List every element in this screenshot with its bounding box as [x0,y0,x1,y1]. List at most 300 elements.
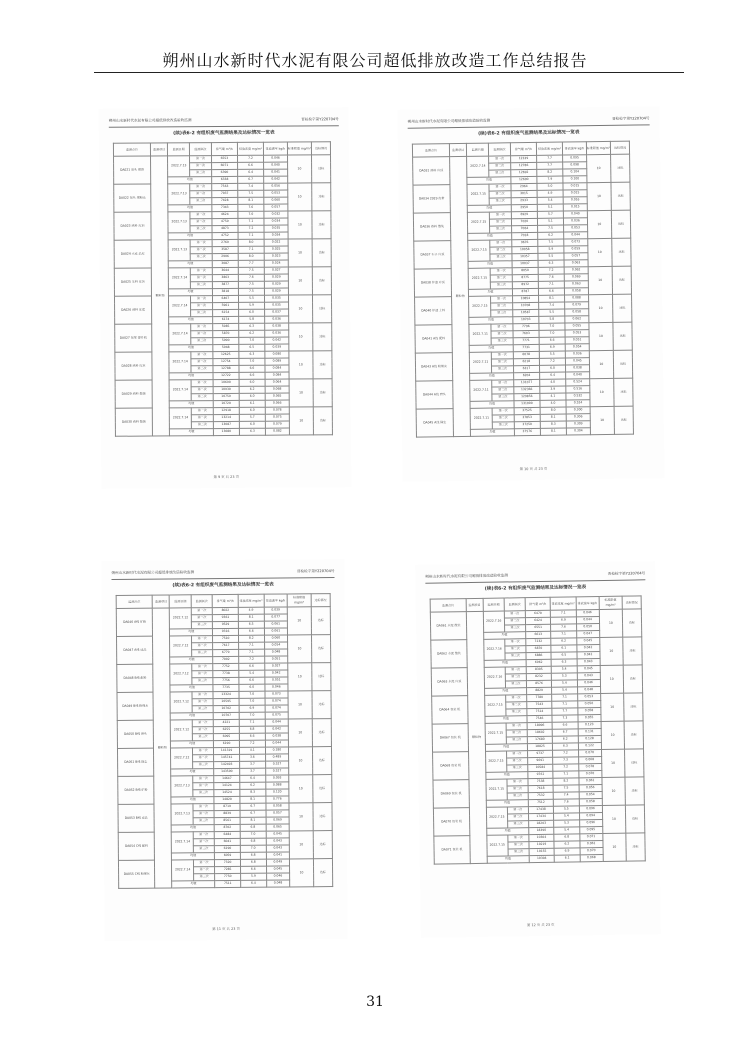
value-cell: 18825 [527,743,552,750]
value-cell: 0.088 [565,295,589,302]
value-cell: 7.1 [551,631,576,638]
site-cell: DA047 A线 成品 [117,636,154,664]
value-cell: 0.054 [579,792,602,799]
value-cell: 0.048 [264,649,288,656]
frequency-cell: 第三次 [193,790,214,797]
result-cell: 达标 [611,182,631,210]
average-label: 均值 [468,261,512,269]
value-cell: 0.015 [563,204,587,211]
frequency-cell: 第二次 [191,415,213,422]
value-cell: 8576 [526,680,551,687]
value-cell: 0.029 [264,274,288,281]
result-cell: 达标 [612,294,632,322]
value-cell: 0.032 [264,211,288,218]
value-cell: 7.2 [239,656,265,663]
average-label: 均值 [470,373,514,381]
value-cell: 3087 [212,260,238,267]
value-cell: 0.096 [579,819,602,826]
frequency-cell: 第三次 [491,338,513,345]
result-cell: 达标 [312,239,332,267]
frequency-cell: 第二次 [191,643,212,650]
value-cell: 8775 [512,274,538,281]
frequency-cell: 第三次 [489,198,511,205]
value-cell: 7.1 [238,232,264,239]
value-cell: 3.7 [240,761,266,768]
scanned-company: 朔州山水新时代水泥有限公司超低排放改造验收监测 [407,118,491,124]
value-cell: 4.1 [540,393,566,400]
average-label: 均值 [467,177,511,185]
value-cell: 12788 [213,365,239,372]
value-cell: 6.4 [238,169,264,176]
limit-cell: 10 [288,635,312,663]
value-cell: 143590 [214,768,240,775]
value-cell: 8.1 [238,197,264,204]
frequency-cell: 第二次 [505,674,526,681]
column-header: 监测日期 [467,143,489,156]
frequency-cell: 第三次 [492,366,514,373]
value-cell: 6.2 [551,638,576,645]
frequency-cell: 第二次 [492,387,514,394]
value-cell: 12339 [510,155,536,162]
value-cell: 5.9 [241,873,267,880]
value-cell: 7.2 [237,155,263,162]
frequency-cell: 第二次 [193,811,214,818]
value-cell: 8719 [214,803,240,810]
average-label: 均值 [485,744,527,752]
value-cell: 5.1 [537,204,563,211]
value-cell: 7.5 [537,225,563,232]
value-cell: 7064 [511,225,537,232]
value-cell: 6.6 [539,337,565,344]
value-cell: 7.6 [554,799,579,806]
column-header: 监测项目 [150,143,167,156]
value-cell: 14124 [214,782,240,789]
value-cell: 6424 [525,617,550,624]
value-cell: 7510 [213,635,239,642]
value-cell: 5.5 [238,295,264,302]
value-cell: 8.3 [540,421,566,428]
result-cell: 达标 [313,323,333,351]
value-cell: 0.066 [265,400,289,407]
column-header: 监测点位 [113,143,150,156]
value-cell: 12722 [213,372,239,379]
average-label: 均值 [171,769,214,776]
frequency-cell: 第二次 [506,758,527,765]
result-cell: 达标 [624,749,643,777]
limit-cell: 10 [587,182,611,210]
frequency-cell: 第三次 [492,422,514,429]
value-cell: 6154 [212,309,238,316]
value-cell: 6886 [526,652,551,659]
column-header: 监测频次 [190,143,212,156]
value-cell: 0.098 [563,162,587,169]
site-cell: DA021 窑头 煤磨 [114,156,151,184]
scanned-table-title: (续)表6-2 有组织废气监测结果及达标情况一览表 [173,130,275,137]
result-cell: 达标 [611,210,631,238]
column-header: 排放浓度 mg/m³ [536,142,562,155]
value-cell: 0.070 [580,847,603,854]
limit-cell: 10 [602,805,626,833]
site-cell: DA050 B线 磨头 [117,720,154,748]
value-cell: 7.6 [538,274,564,281]
value-cell: 0.034 [264,218,288,225]
value-cell: 0.056 [577,701,600,708]
result-cell: 达标 [312,183,332,211]
value-cell: 7780 [527,694,552,701]
value-cell: 9761 [528,771,553,778]
result-cell: 达标 [623,637,642,665]
frequency-cell: 第二次 [192,727,213,734]
average-label: 均值 [169,261,213,268]
value-cell: 3587 [212,246,238,253]
limit-cell: 10 [288,295,312,323]
value-cell: 0.084 [265,365,289,372]
scanned-table-title: (续)表6-2 有组织废气监测结果及达标情况一览表 [478,130,580,137]
frequency-cell: 第三次 [191,622,212,629]
value-cell: 10304 [529,834,554,841]
frequency-cell: 第三次 [506,709,527,716]
value-cell: 0.056 [264,183,288,190]
date-cell: 2022.7.14 [169,324,191,345]
value-cell: 0.053 [565,330,589,337]
limit-cell: 10 [589,322,613,350]
limit-cell: 10 [600,665,624,693]
value-cell: 10759 [213,393,239,400]
limit-cell: 10 [599,637,623,665]
value-cell: 0.073 [265,691,289,698]
column-header: 监测频次 [488,143,510,156]
value-cell: 0.082 [265,428,289,435]
value-cell: 0.036 [565,351,589,358]
date-cell: 2022.7.14 [467,156,489,177]
limit-cell: 10 [601,721,625,749]
average-label: 均值 [485,716,527,724]
value-cell: 0.061 [264,628,288,635]
frequency-cell: 第一次 [489,184,511,191]
value-cell: 0.065 [265,393,289,400]
average-label: 均值 [469,317,513,325]
value-cell: 6190 [214,740,240,747]
column-header: 排放浓度 mg/m³ [238,594,264,607]
column-header: 监测日期 [170,595,192,608]
frequency-cell: 第一次 [190,268,212,275]
limit-cell: 10 [588,238,612,266]
value-cell: 7320 [215,859,241,866]
value-cell: 3015 [511,190,537,197]
value-cell: 0.071 [579,833,602,840]
site-cell: DA029 熟料 散装 [115,380,152,408]
value-cell: 13324 [213,691,239,698]
site-cell: DA054 C线 配料 [118,832,155,860]
value-cell: 6.8 [240,824,266,831]
date-cell: 2022.7.13 [168,240,190,261]
column-header: 排放速率 kg/h [562,142,586,155]
result-cell: 达标 [312,267,332,295]
value-cell: 10155 [529,848,554,855]
value-cell: 6.5 [238,621,264,628]
site-cell: DA071 包装 机 [434,836,470,865]
value-cell: 0.100 [563,176,587,183]
value-cell: 0.080 [265,351,289,358]
value-cell: 6929 [511,211,537,218]
value-cell: 12918 [213,407,239,414]
site-cell: DA069 包装 机 [433,780,469,809]
date-cell: 2022.7.13 [168,212,190,233]
value-cell: 0.027 [264,663,288,670]
site-cell: DA048 B线 配料 [117,664,154,692]
result-cell: 达标 [313,831,333,859]
frequency-cell: 第一次 [191,636,212,643]
value-cell: 0.054 [565,344,589,351]
site-cell: DA045 A线 除尘 [416,409,453,438]
value-cell: 9361 [213,614,239,621]
frequency-cell: 第一次 [192,664,213,671]
limit-cell: 10 [290,859,314,887]
limit-cell: 10 [288,211,312,239]
value-cell: 6.2 [240,782,266,789]
value-cell: 3644 [212,267,238,274]
value-cell: 0.058 [579,799,602,806]
value-cell: 0.043 [577,659,600,666]
value-cell: 0.045 [577,666,600,673]
limit-cell: 10 [586,154,610,182]
date-cell: 2022.7.14 [170,408,192,429]
frequency-cell: 第二次 [506,702,527,709]
value-cell: 129856 [514,393,540,400]
result-cell: 达标 [313,351,333,379]
value-cell: 10219 [529,841,554,848]
value-cell: 7.2 [538,267,564,274]
value-cell: 5.8 [239,316,265,323]
value-cell: 0.516 [566,386,590,393]
average-label: 均值 [170,657,213,664]
page-number: 31 [366,994,384,1010]
value-cell: 6.6 [237,162,263,169]
value-cell: 0.527 [265,768,289,775]
frequency-cell: 第三次 [190,198,212,205]
value-cell: 0.042 [265,726,289,733]
value-cell: 10037 [512,260,538,267]
value-cell: 7.5 [538,239,564,246]
value-cell: 7.5 [238,267,264,274]
value-cell: 142493 [214,761,240,768]
value-cell: 141319 [214,747,240,754]
value-cell: 6.8 [240,859,266,866]
value-cell: 18203 [529,820,554,827]
value-cell: 6218 [513,358,539,365]
value-cell: 0.061 [579,840,602,847]
value-cell: 7512 [528,799,553,806]
frequency-cell: 第三次 [191,394,213,401]
limit-cell: 10 [288,267,312,295]
date-cell: 2022.7.16 [483,611,504,632]
frequency-cell: 第二次 [490,247,512,254]
column-header: 监测日期 [168,143,190,156]
value-cell: 7.0 [539,323,565,330]
value-cell: 5.4 [554,813,579,820]
value-cell: 0.058 [577,708,600,715]
average-label: 均值 [470,345,514,353]
value-cell: 0.042 [265,337,289,344]
value-cell: 0.088 [265,782,289,789]
frequency-cell: 第二次 [505,646,526,653]
frequency-cell: 第一次 [190,184,212,191]
value-cell: 6.2 [554,841,579,848]
value-cell: 132366 [514,386,540,393]
value-cell: 6059 [215,852,241,859]
value-cell: 145741 [214,754,240,761]
value-cell: 7.0 [239,691,265,698]
value-cell: 7.7 [552,708,577,715]
frequency-cell: 第二次 [192,699,213,706]
result-cell: 达标 [313,379,333,407]
date-cell: 2022.7.12 [171,720,193,741]
value-cell: 7.3 [552,715,577,722]
value-cell: 7.5 [553,785,578,792]
average-label: 均值 [484,660,526,668]
frequency-cell: 第三次 [191,310,213,317]
value-cell: 10708 [512,302,538,309]
value-cell: 10854 [512,295,538,302]
value-cell: 10930 [213,386,239,393]
frequency-cell: 第一次 [506,751,527,758]
value-cell: 4.0 [540,400,566,407]
site-cell: DA044 A线 磨头 [416,381,453,410]
column-header: 标准限值 mg/m³ [599,596,622,609]
value-cell: 9691 [528,757,553,764]
average-label: 均值 [169,373,213,380]
scanned-table [116,593,334,889]
value-cell: 0.079 [565,302,589,309]
frequency-cell: 第一次 [491,352,513,359]
scanned-report-no: 晋检检字第Y220704号 [296,569,335,574]
value-cell: 6.0 [539,365,565,372]
value-cell: 6.7 [240,810,266,817]
frequency-cell: 第二次 [192,755,213,762]
value-cell: 8.1 [540,414,566,421]
frequency-cell: 第一次 [191,608,212,615]
value-cell: 6.4 [540,372,566,379]
value-cell: 0.776 [266,796,290,803]
result-cell: 达标 [614,378,634,406]
value-cell: 131077 [514,379,540,386]
value-cell: 0.068 [580,854,603,861]
value-cell: 7.2 [553,764,578,771]
value-cell: 7.1 [538,281,564,288]
scanned-page-header [408,114,650,128]
site-cell: DA028 熟料 库顶 [115,352,152,380]
value-cell: 6.2 [538,232,564,239]
limit-cell: 10 [289,351,313,379]
value-cell: 7037 [212,190,238,197]
value-cell: 6.6 [239,372,265,379]
item-cell: 颗粒物 [150,156,169,436]
value-cell: 5.4 [552,680,577,687]
value-cell: 0.079 [265,421,289,428]
result-cell: 达标 [313,803,333,831]
value-cell: 6.2 [239,386,265,393]
result-cell: 达标 [311,663,331,691]
average-label: 均值 [168,233,212,240]
frequency-cell: 第二次 [191,303,213,310]
value-cell: 0.094 [579,812,602,819]
value-cell: 0.024 [264,260,288,267]
limit-cell: 10 [601,749,625,777]
value-cell: 7.0 [240,845,266,852]
column-header: 标准限值 mg/m³ [586,141,610,154]
value-cell: 6.4 [240,775,266,782]
value-cell: 3.9 [540,386,566,393]
value-cell: 4873 [212,225,238,232]
value-cell: 6.9 [239,705,265,712]
value-cell: 0.077 [264,614,288,621]
date-cell: 2022.7.13 [168,184,190,205]
value-cell: 0.075 [265,414,289,421]
site-cell: DA031 熟料 库顶 [413,157,450,186]
column-header: 监测点位 [116,595,152,608]
value-cell: 0.035 [265,302,289,309]
value-cell: 9529 [213,621,239,628]
date-cell: 2022.7.15 [487,835,508,856]
site-cell: DA027 窑尾 提升机 [115,324,152,352]
value-cell: 0.304 [566,428,590,435]
value-cell: 8.1 [240,796,266,803]
value-cell: 8.2 [537,169,563,176]
column-header: 排放浓度 mg/m³ [550,597,576,610]
value-cell: 12625 [213,351,239,358]
value-cell: 8787 [512,288,538,295]
value-cell: 6.4 [241,880,267,887]
date-cell: 2022.7.14 [172,860,194,881]
site-cell: DA068 包装 机 [433,752,469,781]
frequency-cell: 第一次 [492,380,514,387]
limit-cell: 10 [587,210,611,238]
frequency-cell: 第三次 [506,737,527,744]
value-cell: 0.058 [564,288,588,295]
column-header: 排放浓度 mg/m³ [237,142,263,155]
value-cell: 7.1 [238,246,264,253]
value-cell: 7.2 [239,740,265,747]
average-label: 均值 [469,289,513,297]
frequency-cell: 第三次 [505,681,526,688]
value-cell: 6484 [214,831,240,838]
result-cell: 达标 [625,805,644,833]
value-cell: 7750 [215,873,241,880]
value-cell: 0.078 [265,407,289,414]
site-cell: DA052 B线 矿粉 [118,776,155,804]
site-cell: DA061 水泥 散装 [430,612,466,641]
value-cell: 5.1 [537,218,563,225]
average-label: 均值 [168,205,212,212]
value-cell: 6407 [212,295,238,302]
value-cell: 0.058 [266,803,290,810]
frequency-cell: 第三次 [191,650,212,657]
value-cell: 7.1 [551,610,576,617]
site-cell: DA030 熟料 散装 [115,408,152,436]
result-cell: 达标 [313,859,333,887]
value-cell: 0.532 [566,393,590,400]
value-cell: 5.5 [539,309,565,316]
value-cell: 6613 [526,631,551,638]
value-cell: 14820 [214,796,240,803]
column-header: 排气量 m³/h [510,142,536,155]
limit-cell: 10 [288,183,312,211]
value-cell: 7.6 [238,274,264,281]
value-cell: 6095 [214,733,240,740]
value-cell: 0.093 [265,775,289,782]
value-cell: 14524 [214,789,240,796]
value-cell: 6779 [213,649,239,656]
